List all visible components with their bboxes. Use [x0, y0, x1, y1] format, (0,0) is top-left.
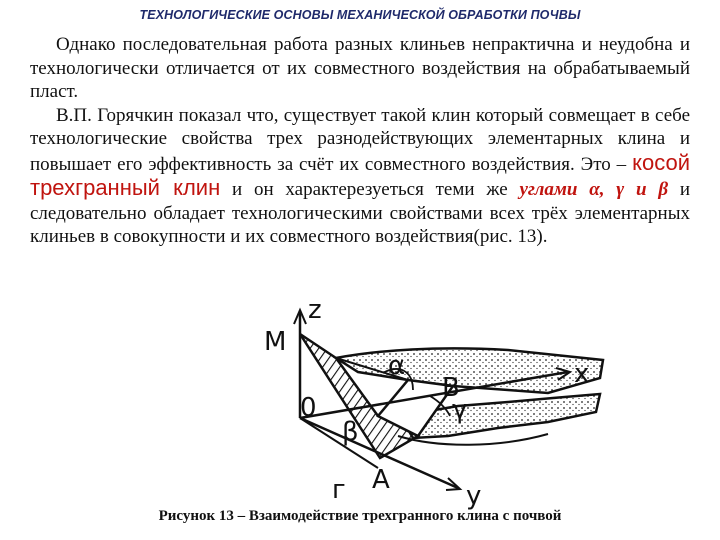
body-text [30, 33, 690, 249]
wedge-figure [208, 298, 608, 510]
label-g: г [332, 475, 346, 505]
paragraph-2-part-3: и следовательно обладает технологическими свойствами всех трёх элементарных клиньев в совокупности и их совместного воздействия(рис. 13). [30, 179, 690, 247]
highlight-oblique-wedge: косой трехгранный клин [30, 149, 690, 200]
figure-caption: Рисунок 13 – Взаимодействие трехгранного клина с почвой [158, 508, 562, 524]
label-B: B [442, 373, 460, 403]
label-origin: 0 [300, 393, 317, 423]
label-gamma: γ [452, 395, 468, 425]
label-z: z [308, 298, 322, 325]
page-header: ТЕХНОЛОГИЧЕСКИЕ ОСНОВЫ МЕХАНИЧЕСКОЙ ОБРАБОТКИ ПОЧВЫ [139, 8, 581, 22]
label-M: M [264, 327, 287, 357]
paragraph-2 [30, 104, 690, 249]
paragraph-1: Однако последовательная работа разных клиньев непрактична и неудобна и технологически отличается от их совместного воздействия на обрабатываемый пласт. [30, 34, 690, 102]
label-y: y [466, 481, 482, 510]
label-alpha: α [388, 351, 406, 381]
highlight-angles: углами α, γ и β [519, 179, 669, 200]
paragraph-2-part-2: и он характерезуеться теми же [220, 179, 520, 200]
paragraph-2-part-1: В.П. Горячкин показал что, существует такой клин который совмещает в себе технологические свойства трех разнодействующих элементарных клина и повышает его эффективность за счёт их совместного воздействия. Это – [30, 104, 690, 175]
label-x: x [574, 359, 590, 389]
label-A: A [372, 465, 390, 495]
label-beta: β [342, 417, 359, 447]
